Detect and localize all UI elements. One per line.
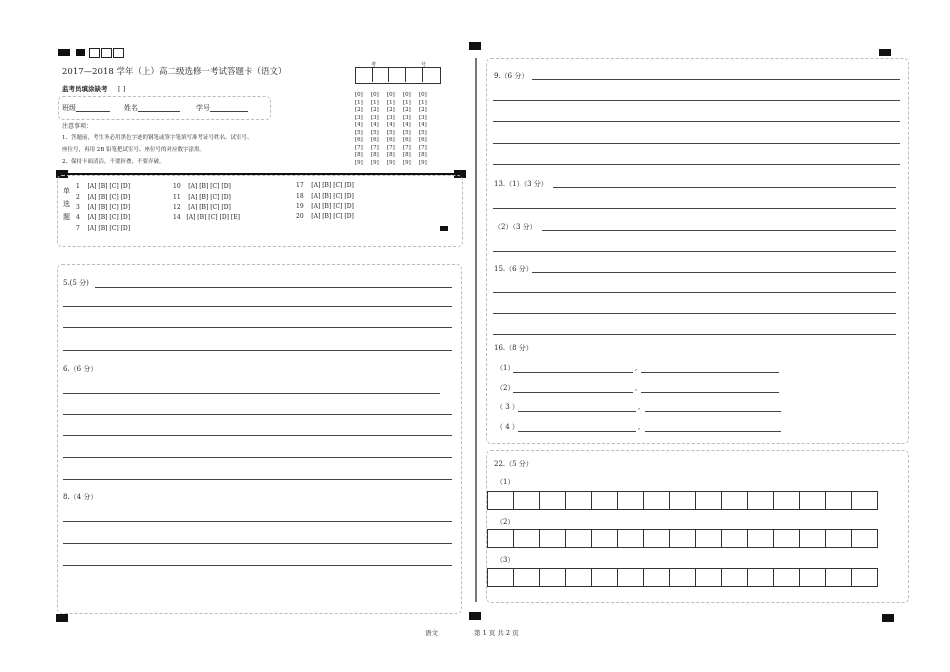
mcq-row[interactable]: 7 [A] [B] [C] [D] xyxy=(76,225,131,232)
character-cell[interactable] xyxy=(696,569,722,587)
character-cell[interactable] xyxy=(800,530,826,548)
character-cell[interactable] xyxy=(774,569,800,587)
answer-line[interactable] xyxy=(553,187,896,188)
answer-line[interactable] xyxy=(493,251,896,252)
alignment-mark xyxy=(76,49,85,56)
character-cell[interactable] xyxy=(618,492,644,510)
answer-line[interactable] xyxy=(645,411,781,412)
alignment-mark xyxy=(56,614,68,622)
mcq-row[interactable]: 1 [A] [B] [C] [D] xyxy=(76,183,131,190)
answer-line[interactable] xyxy=(542,230,896,231)
q22-part-label: （1） xyxy=(496,478,515,486)
id-bubble-column[interactable]: [0] [1] [2] [3] [4] [5] [6] [7] [8] [9] xyxy=(403,92,411,166)
name-field[interactable]: 姓名 xyxy=(124,104,180,112)
q16-item-label: （ 4 ） xyxy=(496,423,519,431)
character-cell[interactable] xyxy=(670,492,696,510)
q16-separator: , xyxy=(635,364,638,372)
answer-line[interactable] xyxy=(641,372,779,373)
question-9-label: 9.（6 分） xyxy=(494,72,529,80)
character-cell[interactable] xyxy=(826,530,852,548)
character-cell[interactable] xyxy=(566,569,592,587)
character-cell[interactable] xyxy=(826,569,852,587)
character-cell[interactable] xyxy=(852,492,878,510)
mcq-row[interactable]: 14 [A] [B] [C] [D] [E] xyxy=(173,214,240,221)
question-13-1-label: 13.（1）（3 分） xyxy=(494,180,548,188)
q16-separator: , xyxy=(635,384,638,392)
mcq-row[interactable]: 12 [A] [B] [C] [D] xyxy=(173,204,231,211)
alignment-mark xyxy=(440,226,448,231)
answer-line[interactable] xyxy=(532,272,896,273)
q22-part-label: （3） xyxy=(496,556,515,564)
id-bubble-column[interactable]: [0] [1] [2] [3] [4] [5] [6] [7] [8] [9] xyxy=(419,92,427,166)
q16-item-label: （ 3 ） xyxy=(496,403,519,411)
answer-line[interactable] xyxy=(63,543,452,544)
character-cell[interactable] xyxy=(748,492,774,510)
notes-title: 注意事项： xyxy=(62,123,93,130)
footer-subject: 语文 xyxy=(425,629,438,637)
answer-line[interactable] xyxy=(493,313,896,314)
character-cell[interactable] xyxy=(852,569,878,587)
answer-line[interactable] xyxy=(63,435,452,436)
answer-line[interactable] xyxy=(63,521,452,522)
character-cell[interactable] xyxy=(514,530,540,548)
character-cell[interactable] xyxy=(488,530,514,548)
question-13-2-label: （2）（3 分） xyxy=(494,223,537,231)
note-line: 2、保持卡面清洁，不要折叠，不要弄破。 xyxy=(62,159,165,165)
answer-line[interactable] xyxy=(518,411,636,412)
note-line: 1、答题前，考生务必用黑色字迹的钢笔或签字笔填写准考证号姓名、试室号、 xyxy=(62,135,253,141)
character-cell[interactable] xyxy=(592,492,618,510)
mcq-row[interactable]: 4 [A] [B] [C] [D] xyxy=(76,214,131,221)
character-cell[interactable] xyxy=(670,569,696,587)
id-header-left: 考 xyxy=(371,62,377,68)
answer-line[interactable] xyxy=(63,393,440,394)
character-cell[interactable] xyxy=(540,569,566,587)
mcq-section-label: 选 xyxy=(63,200,70,208)
character-cell[interactable] xyxy=(592,530,618,548)
character-cell[interactable] xyxy=(800,569,826,587)
answer-line[interactable] xyxy=(63,327,452,328)
character-cell[interactable] xyxy=(670,530,696,548)
character-cell[interactable] xyxy=(722,492,748,510)
answer-line[interactable] xyxy=(63,350,452,351)
character-grid-row[interactable] xyxy=(487,529,878,548)
mcq-row[interactable]: 19 [A] [B] [C] [D] xyxy=(296,203,354,210)
proctor-checkbox[interactable]: [ ] xyxy=(118,85,126,93)
alignment-mark xyxy=(882,614,894,622)
id-bubble-column[interactable]: [0] [1] [2] [3] [4] [5] [6] [7] [8] [9] xyxy=(387,92,395,166)
character-cell[interactable] xyxy=(644,492,670,510)
q16-separator: , xyxy=(638,423,641,431)
alignment-square xyxy=(89,48,100,58)
character-cell[interactable] xyxy=(514,492,540,510)
character-cell[interactable] xyxy=(644,569,670,587)
footer-page-number: 第 1 页 共 2 页 xyxy=(474,629,519,637)
q16-separator: , xyxy=(638,403,641,411)
character-grid-row[interactable] xyxy=(487,568,878,587)
mcq-row[interactable]: 11 [A] [B] [C] [D] xyxy=(173,194,231,201)
answer-line[interactable] xyxy=(513,392,633,393)
character-cell[interactable] xyxy=(826,492,852,510)
answer-line[interactable] xyxy=(493,143,900,144)
mcq-section-label: 题 xyxy=(63,213,70,221)
character-cell[interactable] xyxy=(566,492,592,510)
note-line: 座位号，再用 2B 铅笔把试室号、座位号的对应数字涂黑。 xyxy=(62,147,206,153)
character-cell[interactable] xyxy=(488,569,514,587)
answer-line[interactable] xyxy=(532,79,900,80)
answer-line[interactable] xyxy=(513,372,633,373)
answer-line[interactable] xyxy=(63,306,452,307)
answer-line[interactable] xyxy=(493,100,900,101)
question-16-label: 16.（8 分） xyxy=(494,344,533,352)
character-cell[interactable] xyxy=(748,530,774,548)
id-bubble-column[interactable]: [0] [1] [2] [3] [4] [5] [6] [7] [8] [9] xyxy=(371,92,379,166)
character-cell[interactable] xyxy=(514,569,540,587)
answer-line[interactable] xyxy=(63,414,452,415)
answer-line[interactable] xyxy=(493,208,896,209)
character-cell[interactable] xyxy=(748,569,774,587)
answer-line[interactable] xyxy=(518,431,636,432)
answer-line[interactable] xyxy=(645,431,781,432)
student-number-field[interactable]: 学号 xyxy=(196,104,248,112)
character-cell[interactable] xyxy=(618,569,644,587)
character-cell[interactable] xyxy=(696,530,722,548)
q16-item-label: （2） xyxy=(496,384,515,392)
character-cell[interactable] xyxy=(566,530,592,548)
alignment-mark xyxy=(879,49,891,56)
question-5-label: 5.(5 分) xyxy=(63,279,89,287)
mcq-row[interactable]: 20 [A] [B] [C] [D] xyxy=(296,213,354,220)
character-cell[interactable] xyxy=(696,492,722,510)
answer-line[interactable] xyxy=(95,287,452,288)
id-write-boxes[interactable] xyxy=(355,67,441,84)
answer-line[interactable] xyxy=(493,334,896,335)
character-cell[interactable] xyxy=(852,530,878,548)
character-cell[interactable] xyxy=(722,530,748,548)
alignment-mark xyxy=(469,612,481,620)
id-header-right: 号 xyxy=(421,62,427,68)
proctor-label: 监考员填涂缺考 xyxy=(62,85,108,93)
character-cell[interactable] xyxy=(540,492,566,510)
character-cell[interactable] xyxy=(774,530,800,548)
alignment-mark xyxy=(469,42,481,50)
answer-line[interactable] xyxy=(63,457,452,458)
character-cell[interactable] xyxy=(774,492,800,510)
mcq-section-label: 单 xyxy=(63,187,70,195)
answer-line[interactable] xyxy=(641,392,779,393)
character-cell[interactable] xyxy=(722,569,748,587)
q16-item-label: （1） xyxy=(496,364,515,372)
q22-part-label: （2） xyxy=(496,518,515,526)
answer-section-left xyxy=(57,264,462,614)
character-cell[interactable] xyxy=(618,530,644,548)
character-cell[interactable] xyxy=(644,530,670,548)
mcq-row[interactable]: 3 [A] [B] [C] [D] xyxy=(76,204,131,211)
id-bubble-column[interactable]: [0] [1] [2] [3] [4] [5] [6] [7] [8] [9] xyxy=(355,92,363,166)
alignment-mark xyxy=(58,49,70,56)
question-8-label: 8.（4 分） xyxy=(63,493,98,501)
character-cell[interactable] xyxy=(540,530,566,548)
question-15-label: 15.（6 分） xyxy=(494,265,533,273)
page-divider xyxy=(475,58,477,602)
mcq-row[interactable]: 17 [A] [B] [C] [D] xyxy=(296,182,354,189)
page-title: 2017—2018 学年（上）高二级选修一考试答题卡（语文） xyxy=(62,67,287,77)
mcq-row[interactable]: 18 [A] [B] [C] [D] xyxy=(296,193,354,200)
class-field[interactable]: 班级 xyxy=(62,104,110,112)
answer-line[interactable] xyxy=(63,479,452,480)
alignment-square xyxy=(113,48,124,58)
question-22-label: 22.（5 分） xyxy=(494,460,533,468)
answer-line[interactable] xyxy=(493,121,900,122)
character-cell[interactable] xyxy=(592,569,618,587)
answer-line[interactable] xyxy=(493,164,900,165)
mcq-row[interactable]: 2 [A] [B] [C] [D] xyxy=(76,194,131,201)
answer-line[interactable] xyxy=(493,292,896,293)
question-6-label: 6.（6 分） xyxy=(63,365,98,373)
alignment-square xyxy=(101,48,112,58)
character-cell[interactable] xyxy=(800,492,826,510)
character-cell[interactable] xyxy=(488,492,514,510)
character-grid-row[interactable] xyxy=(487,491,878,510)
mcq-row[interactable]: 10 [A] [B] [C] [D] xyxy=(173,183,231,190)
answer-line[interactable] xyxy=(63,565,452,566)
